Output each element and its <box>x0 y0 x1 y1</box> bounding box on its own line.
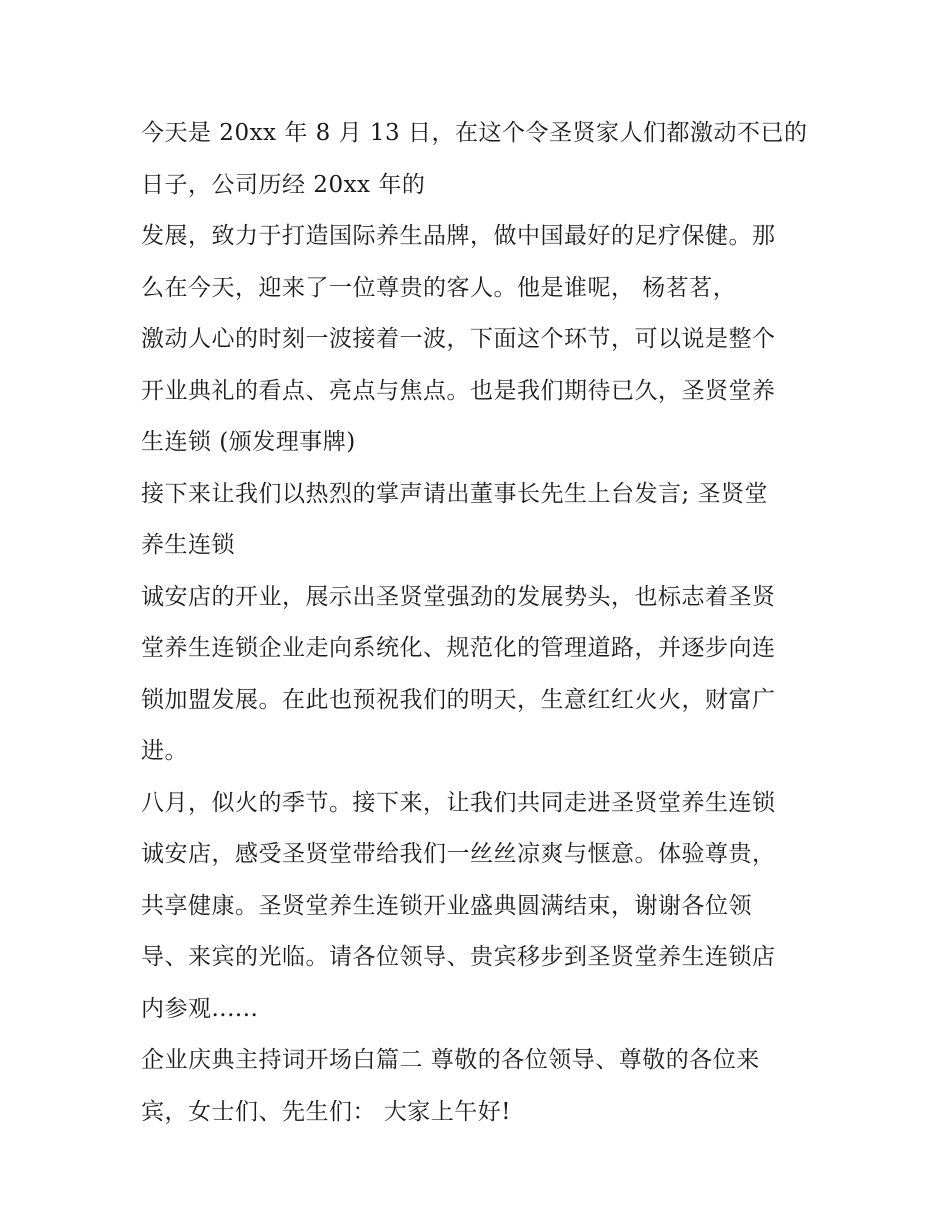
text-line: 发展，致力于打造国际养生品牌，做中国最好的足疗保健。那 <box>141 223 776 249</box>
text-line: 养生连锁 <box>141 532 235 558</box>
text-line: 接下来让我们以热烈的掌声请出董事长先生上台发言; 圣贤堂 <box>141 480 769 507</box>
document-body <box>141 108 821 1138</box>
text-line: 锁加盟发展。在此也预祝我们的明天，生意红红火火，财富广 <box>141 686 776 713</box>
text-line: 诚安店的开业，展示出圣贤堂强劲的发展势头，也标志着圣贤 <box>141 583 776 610</box>
text-line: 八月，似火的季节。接下来，让我们共同走进圣贤堂养生连锁 <box>141 789 776 816</box>
text-line: 激动人心的时刻一波接着一波，下面这个环节，可以说是整个 <box>141 326 776 352</box>
text-line: 企业庆典主持词开场白篇二 尊敬的各位领导、尊敬的各位来 <box>141 1047 760 1073</box>
text-line: 日子，公司历经 20xx 年的 <box>141 171 426 198</box>
text-line: 进。 <box>141 738 188 764</box>
text-line: 诚安店，感受圣贤堂带给我们一丝丝凉爽与惬意。体验尊贵， <box>141 841 776 867</box>
text-line: 导、来宾的光临。请各位领导、贵宾移步到圣贤堂养生连锁店 <box>141 944 776 970</box>
text-line: 么在今天，迎来了一位尊贵的客人。他是谁呢， 杨茗茗， <box>141 274 737 301</box>
text-line: 生连锁 (颁发理事牌) <box>141 429 356 455</box>
text-line: 开业典礼的看点、亮点与焦点。也是我们期待已久，圣贤堂养 <box>141 377 776 404</box>
text-line: 宾，女士们、先生们： 大家上午好! <box>141 1098 512 1125</box>
text-line: 内参观...... <box>141 995 259 1022</box>
text-line: 今天是 20xx 年 8 月 13 日，在这个令圣贤家人们都激动不已的 <box>141 120 808 146</box>
text-line: 共享健康。圣贤堂养生连锁开业盛典圆满结束，谢谢各位领 <box>141 892 752 919</box>
text-line: 堂养生连锁企业走向系统化、规范化的管理道路，并逐步向连 <box>141 635 776 661</box>
